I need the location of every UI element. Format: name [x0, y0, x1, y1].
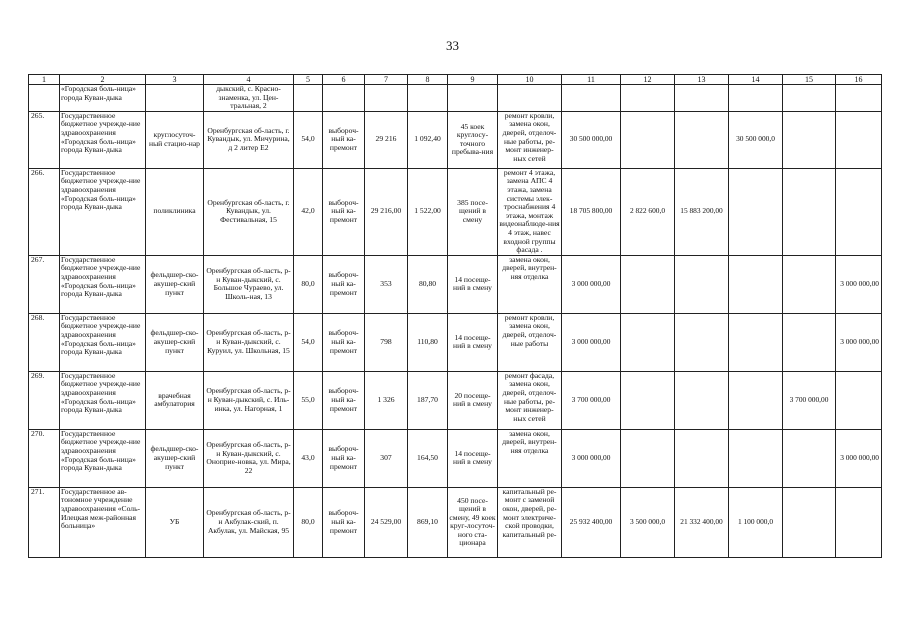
capacity: 385 посе-щений в смену	[448, 168, 498, 255]
cost-col-13	[675, 85, 729, 112]
works-description	[498, 85, 562, 112]
table-body	[29, 75, 882, 558]
row-number	[29, 85, 60, 112]
table-row	[29, 429, 882, 487]
wear-percent	[294, 85, 323, 112]
facility-type: круглосуточ-ный стацио-нар	[146, 111, 204, 168]
column-header: 16	[836, 75, 882, 85]
capacity: 20 посеще-ний в смену	[448, 371, 498, 429]
repair-type: выбороч-ный ка-премонт	[323, 313, 365, 371]
total-cost: 3 000 000,00	[562, 255, 621, 313]
population: 798	[365, 313, 408, 371]
institution-name: Государственное ав-тономное учреждение здравоохранения «Соль-Илецкая меж-районная больница»	[60, 487, 146, 557]
row-number: 266.	[29, 168, 60, 255]
area: 1 092,40	[408, 111, 448, 168]
institution-name: «Городская боль-ница» города Куван-дыка	[60, 85, 146, 112]
population	[365, 85, 408, 112]
wear-percent: 54,0	[294, 313, 323, 371]
works-description: ремонт фасада, замена окон, дверей, отделоч-ные работы, ре-монт инженер-ных сетей	[498, 371, 562, 429]
cost-col-12	[621, 255, 675, 313]
cost-col-14	[729, 429, 783, 487]
total-cost: 3 000 000,00	[562, 429, 621, 487]
total-cost: 25 932 400,00	[562, 487, 621, 557]
cost-col-12	[621, 429, 675, 487]
wear-percent: 55,0	[294, 371, 323, 429]
repair-type: выбороч-ный ка-премонт	[323, 429, 365, 487]
area: 164,50	[408, 429, 448, 487]
wear-percent: 54,0	[294, 111, 323, 168]
cost-col-14	[729, 313, 783, 371]
cost-col-14: 1 100 000,0	[729, 487, 783, 557]
facility-type: фельдшер-ско-акушер-ский пункт	[146, 313, 204, 371]
column-number-row	[29, 75, 882, 85]
row-number: 271.	[29, 487, 60, 557]
works-description: замена окон, дверей, внутрен-няя отделка	[498, 255, 562, 313]
capacity: 14 посеще-ний в смену	[448, 255, 498, 313]
column-header: 10	[498, 75, 562, 85]
row-number: 267.	[29, 255, 60, 313]
capacity	[448, 85, 498, 112]
facility-type: поликлиника	[146, 168, 204, 255]
institution-name: Государственное бюджетное учрежде-ние здравоохранения «Городская боль-ница» города Куван-дыка	[60, 255, 146, 313]
wear-percent: 43,0	[294, 429, 323, 487]
column-header: 11	[562, 75, 621, 85]
address: Оренбургская об-ласть, г. Кувандык, ул. Мичурина, д 2 литер Е2	[204, 111, 294, 168]
total-cost: 18 705 800,00	[562, 168, 621, 255]
cost-col-15: 3 700 000,00	[783, 371, 836, 429]
column-header: 14	[729, 75, 783, 85]
cost-col-15	[783, 255, 836, 313]
works-description: ремонт кровли, замена окон, дверей, отделоч-ные работы	[498, 313, 562, 371]
address: Оренбургская об-ласть, р-н Куван-дыкский, с. Иль-инка, ул. Нагорная, 1	[204, 371, 294, 429]
total-cost: 30 500 000,00	[562, 111, 621, 168]
cost-col-15	[783, 313, 836, 371]
cost-col-16	[836, 85, 882, 112]
cost-col-13	[675, 371, 729, 429]
column-header: 6	[323, 75, 365, 85]
column-header: 2	[60, 75, 146, 85]
population: 307	[365, 429, 408, 487]
cost-col-14: 30 500 000,0	[729, 111, 783, 168]
institution-name: Государственное бюджетное учрежде-ние здравоохранения «Городская боль-ница» города Куван-дыка	[60, 313, 146, 371]
table-row	[29, 487, 882, 557]
facility-type: фельдшер-ско-акушер-ский пункт	[146, 429, 204, 487]
wear-percent: 80,0	[294, 487, 323, 557]
column-header: 1	[29, 75, 60, 85]
cost-col-12: 3 500 000,0	[621, 487, 675, 557]
cost-col-15	[783, 487, 836, 557]
cost-col-16: 3 000 000,00	[836, 313, 882, 371]
table-row	[29, 111, 882, 168]
cost-col-14	[729, 371, 783, 429]
row-number: 270.	[29, 429, 60, 487]
table-row	[29, 255, 882, 313]
cost-col-13	[675, 255, 729, 313]
institution-name: Государственное бюджетное учрежде-ние здравоохранения «Городская боль-ница» города Куван-дыка	[60, 371, 146, 429]
cost-col-12: 2 822 600,0	[621, 168, 675, 255]
table-row	[29, 85, 882, 112]
cost-col-15	[783, 111, 836, 168]
population: 1 326	[365, 371, 408, 429]
wear-percent: 80,0	[294, 255, 323, 313]
works-description: ремонт кровли, замена окон, дверей, отделоч-ные работы, ре-монт инженер-ных сетей	[498, 111, 562, 168]
facility-type: врачебная амбулатория	[146, 371, 204, 429]
column-header: 12	[621, 75, 675, 85]
cost-col-13: 21 332 400,00	[675, 487, 729, 557]
total-cost: 3 000 000,00	[562, 313, 621, 371]
column-header: 3	[146, 75, 204, 85]
repair-type	[323, 85, 365, 112]
cost-col-16	[836, 371, 882, 429]
cost-col-13	[675, 429, 729, 487]
address: Оренбургская об-ласть, р-н Куван-дыкский, с. Большое Чураево, ул. Школь-ная, 13	[204, 255, 294, 313]
repair-program-table	[28, 74, 882, 558]
table-row	[29, 313, 882, 371]
address: дыкский, с. Красно-знаменка, ул. Цен-тральная, 2	[204, 85, 294, 112]
cost-col-15	[783, 168, 836, 255]
column-header: 13	[675, 75, 729, 85]
institution-name: Государственное бюджетное учрежде-ние здравоохранения «Городская боль-ница» города Куван-дыка	[60, 429, 146, 487]
column-header: 5	[294, 75, 323, 85]
row-number: 269.	[29, 371, 60, 429]
wear-percent: 42,0	[294, 168, 323, 255]
area: 1 522,00	[408, 168, 448, 255]
cost-col-16: 3 000 000,00	[836, 255, 882, 313]
address: Оренбургская об-ласть, р-н Куван-дыкский, с. Оноприе-новка, ул. Мира, 22	[204, 429, 294, 487]
population: 353	[365, 255, 408, 313]
repair-type: выбороч-ный ка-премонт	[323, 111, 365, 168]
facility-type: фельдшер-ско-акушер-ский пункт	[146, 255, 204, 313]
row-number: 265.	[29, 111, 60, 168]
repair-type: выбороч-ный ка-премонт	[323, 371, 365, 429]
cost-col-12	[621, 313, 675, 371]
cost-col-16: 3 000 000,00	[836, 429, 882, 487]
cost-col-12	[621, 371, 675, 429]
facility-type: УБ	[146, 487, 204, 557]
column-header: 4	[204, 75, 294, 85]
cost-col-16	[836, 168, 882, 255]
cost-col-13: 15 883 200,00	[675, 168, 729, 255]
page-number: 33	[446, 38, 459, 53]
cost-col-14	[729, 168, 783, 255]
cost-col-12	[621, 111, 675, 168]
row-number: 268.	[29, 313, 60, 371]
area	[408, 85, 448, 112]
cost-col-15	[783, 429, 836, 487]
column-header: 9	[448, 75, 498, 85]
area: 80,80	[408, 255, 448, 313]
table-row	[29, 168, 882, 255]
institution-name: Государственное бюджетное учрежде-ние здравоохранения «Городская боль-ница» города Куван-дыка	[60, 111, 146, 168]
address: Оренбургская об-ласть, р-н Акбулак-ский, п. Акбулак, ул. Майская, 95	[204, 487, 294, 557]
cost-col-13	[675, 313, 729, 371]
cost-col-12	[621, 85, 675, 112]
cost-col-16	[836, 487, 882, 557]
area: 187,70	[408, 371, 448, 429]
works-description: замена окон, дверей, внутрен-няя отделка	[498, 429, 562, 487]
institution-name: Государственное бюджетное учрежде-ние здравоохранения «Городская боль-ница» города Куван-дыка	[60, 168, 146, 255]
column-header: 7	[365, 75, 408, 85]
cost-col-15	[783, 85, 836, 112]
works-description: ремонт 4 этажа, замена АПС 4 этажа, замена системы элек-троснабжения 4 этажа, монтаж видеонаблюде-ния 4 этаж, навес входной группы фасада .	[499, 168, 560, 255]
capacity: 14 посеще-ний в смену	[448, 429, 498, 487]
population: 29 216,00	[365, 168, 408, 255]
works-description: капитальный ре-монт с заменой окон, дверей, ре-монт электриче-ской проводки, капитальный ре-	[498, 487, 562, 557]
area: 110,80	[408, 313, 448, 371]
column-header: 8	[408, 75, 448, 85]
table-row	[29, 371, 882, 429]
capacity: 45 коек круглосу-точного пребыва-ния	[448, 111, 498, 168]
cost-col-16	[836, 111, 882, 168]
address: Оренбургская об-ласть, г. Кувандык, ул. Фестивальная, 15	[204, 168, 294, 255]
repair-type: выбороч-ный ка-премонт	[323, 168, 365, 255]
total-cost: 3 700 000,00	[562, 371, 621, 429]
population: 24 529,00	[365, 487, 408, 557]
repair-type: выбороч-ный ка-премонт	[323, 255, 365, 313]
capacity: 14 посеще-ний в смену	[448, 313, 498, 371]
area: 869,10	[408, 487, 448, 557]
population: 29 216	[365, 111, 408, 168]
cost-col-13	[675, 111, 729, 168]
cost-col-14	[729, 255, 783, 313]
facility-type	[146, 85, 204, 112]
column-header: 15	[783, 75, 836, 85]
repair-type: выбороч-ный ка-премонт	[323, 487, 365, 557]
address: Оренбургская об-ласть, р-н Куван-дыкский, с. Куруил, ул. Школьная, 15	[204, 313, 294, 371]
cost-col-14	[729, 85, 783, 112]
total-cost	[562, 85, 621, 112]
capacity: 450 посе-щений в смену, 49 коек круг-лосуточ-ного ста-ционара	[448, 487, 498, 557]
